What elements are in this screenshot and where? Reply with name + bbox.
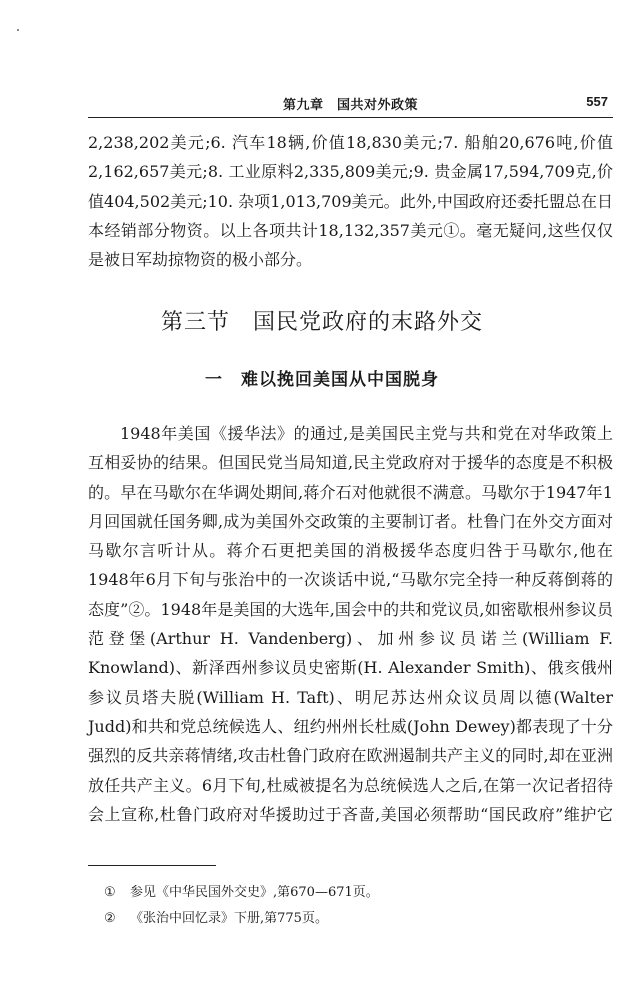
footnote-mark: ② (104, 911, 116, 926)
footnote-mark: ① (104, 885, 116, 900)
footnote-2 (104, 906, 379, 932)
footnote-text: 参见《中华民国外交史》,第670—671页。 (130, 885, 379, 900)
running-header (88, 94, 608, 116)
subsection-title: 一 难以挽回美国从中国脱身 (205, 370, 439, 390)
footnote-text: 《张治中回忆录》下册,第775页。 (130, 911, 328, 926)
chapter-title: 第九章 国共对外政策 (283, 98, 419, 113)
footnotes (104, 880, 379, 932)
page-number: 557 (586, 94, 608, 109)
footnote-rule (88, 865, 216, 866)
footnote-1 (104, 880, 379, 906)
paragraph-continued: 2,238,202美元;6. 汽车18辆,价值18,830美元;7. 船舶20,676吨,价值2,162,657美元;8. 工业原料2,335,809美元;9. 贵金属17,594,709克,价值404,502美元;10. 杂项1,013,709美元。此外,中国政府还委托盟总在日本经销部分物资。以上各项共计18,132,357美元①。毫无疑问,这些仅仅是被日军劫掠物资的极小部分。 (88, 133, 613, 270)
paragraph-main: 1948年美国《援华法》的通过,是美国民主党与共和党在对华政策上互相妥协的结果。但国民党当局知道,民主党政府对于援华的态度是不积极的。早在马歇尔在华调处期间,蒋介石对他就很不满意。马歇尔于1947年1月回国就任国务卿,成为美国外交政策的主要制订者。杜鲁门在外交方面对马歇尔言听计从。蒋介石更把美国的消极援华态度归咎于马歇尔,他在1948年6月下旬与张治中的一次谈话中说,“马歇尔完全持一种反蒋倒蒋的态度”②。1948年是美国的大选年,国会中的共和党议员,如密歇根州参议员范登堡(Arthur H. Vandenberg)、加州参议员诺兰(William F. Knowland)、新泽西州参议员史密斯(H. Alexander Smith)、俄亥俄州参议员塔夫脱(William H. Taft)、明尼苏达州众议员周以德(Walter Judd)和共和党总统候选人、纽约州州长杜威(John Dewey)都表现了十分强烈的反共亲蒋情绪,攻击杜鲁门政府在欧洲遏制共产主义的同时,却在亚洲放任共产主义。6月下旬,杜威被提名为总统候选人之后,在第一次记者招待会上宣称,杜鲁门政府对华援助过于吝啬,美国必须帮助“国民政府”维护它 (88, 424, 613, 824)
scan-speck (17, 29, 19, 31)
section-title: 第三节 国民党政府的末路外交 (160, 310, 483, 335)
header-rule (88, 117, 613, 118)
